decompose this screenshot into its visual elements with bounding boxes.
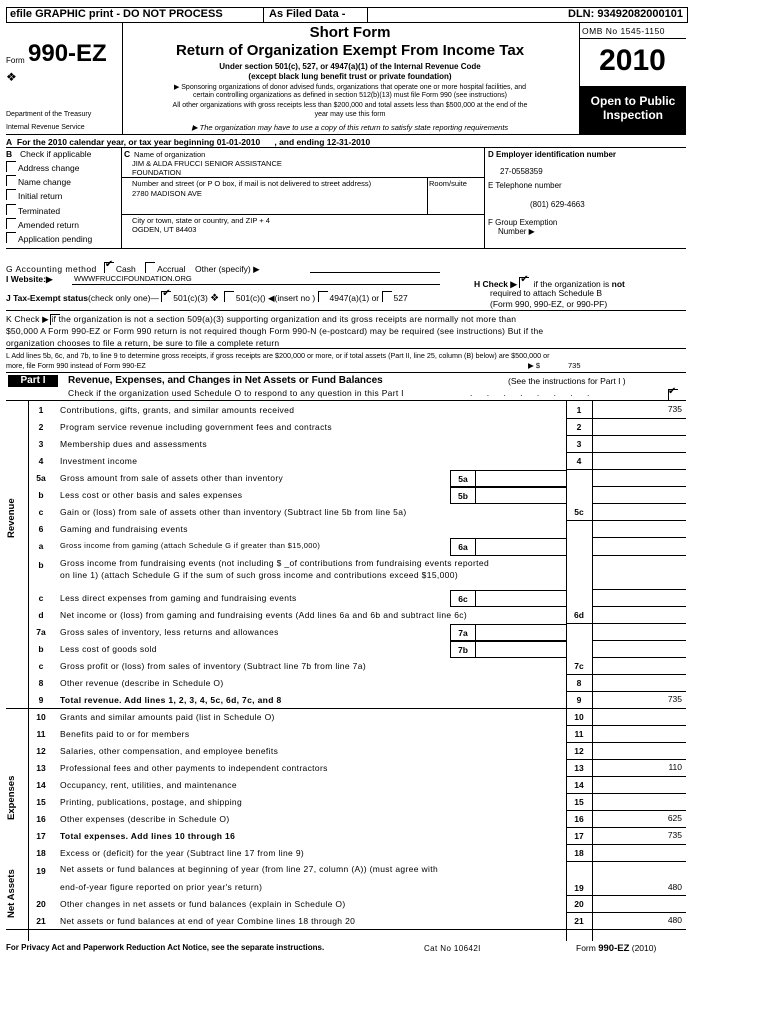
tax-year: 2010 [599, 44, 666, 77]
line-ref: 19 [574, 883, 584, 893]
checkbox-501c[interactable] [224, 291, 234, 302]
sponsoring-4: year may use this form [314, 111, 386, 118]
sub-line-label: 6a [458, 542, 468, 552]
table-row [6, 827, 686, 844]
line-description: Other revenue (describe in Schedule O) [60, 678, 224, 688]
sponsoring-3: All other organizations with gross receipts less than $200,000 and total assets less than $500,000 at the end of the [172, 102, 528, 109]
top-bar [6, 7, 688, 23]
table-row [6, 657, 686, 674]
line-number: 11 [36, 729, 46, 739]
line-number: 12 [36, 746, 46, 756]
line-ref: 14 [574, 780, 584, 790]
table-row [6, 520, 686, 537]
line-number: b [38, 644, 44, 654]
line-description: Less cost of goods sold [60, 644, 157, 654]
table-row [6, 759, 686, 776]
sub-line-box[interactable] [450, 487, 567, 504]
sponsoring-2: certain controlling organizations as defined in section 512(b)(13) must file Form 990 (see instructions) [193, 92, 507, 99]
tax-exempt-status: J Tax-Exempt status(check only one)— ✔ 501(c)(3) ❖ 501(c)() ◀(insert no ) 4947(a)(1) or 527 [6, 288, 408, 304]
table-row [6, 844, 686, 861]
line-number: 7a [36, 627, 46, 637]
city-label: City or town, state or country, and ZIP + 4 [132, 216, 270, 225]
org-name-label: Name of organization [134, 150, 206, 159]
line-ref: 4 [576, 456, 582, 466]
checkbox-address-change[interactable]: Address change [6, 161, 79, 173]
line-number: d [38, 610, 44, 620]
table-row [6, 435, 686, 452]
line-description: Less cost or other basis and sales expenses [60, 490, 243, 500]
line-number: 4 [38, 456, 44, 466]
checkbox-cash[interactable]: ✔ [104, 262, 114, 273]
sub-line-box[interactable] [450, 590, 567, 607]
accounting-method: G Accounting method ✔ Cash Accrual Other (specify) ▶ [6, 259, 260, 274]
line-number: 21 [36, 916, 46, 926]
room-suite-label: Room/suite [429, 179, 467, 188]
line-amount[interactable]: 480 [667, 915, 682, 925]
table-row [6, 776, 686, 793]
table-row [6, 606, 686, 623]
line-ref: 8 [576, 678, 582, 688]
line-ref: 13 [574, 763, 584, 773]
table-row [6, 401, 686, 418]
line-number: 20 [36, 899, 46, 909]
line-description: Other changes in net assets or fund balances (explain in Schedule O) [60, 899, 346, 909]
table-row [6, 555, 686, 589]
telephone-label: E Telephone number [488, 181, 562, 190]
line-amount[interactable]: 735 [667, 404, 682, 414]
line-ref: 18 [574, 848, 584, 858]
line-amount[interactable]: 625 [667, 813, 682, 823]
part-i-table [6, 401, 686, 941]
table-row [6, 640, 686, 657]
short-form: Short Form [309, 24, 391, 41]
line-description: Occupancy, rent, utilities, and maintenance [60, 780, 237, 790]
line-number: c [38, 593, 44, 603]
checkbox-terminated[interactable]: Terminated [6, 204, 60, 216]
form-number: 990-EZ [28, 40, 107, 67]
org-name-2: FOUNDATION [132, 168, 182, 177]
line-ref: 7c [574, 661, 584, 671]
sponsoring-5: ▶ The organization may have to use a copy of this return to satisfy state reporting requirements [191, 123, 509, 132]
line-number: 15 [36, 797, 46, 807]
line-description: Net assets or fund balances at end of year Combine lines 18 through 20 [60, 916, 356, 926]
checkbox-application-pending[interactable]: Application pending [6, 232, 92, 244]
table-row [6, 469, 686, 486]
line-number: 18 [36, 848, 46, 858]
sub-line-label: 6c [458, 594, 468, 604]
form-icon: ❖ [6, 70, 17, 84]
cat-number: Cat No 10642I [424, 944, 481, 953]
table-row [6, 452, 686, 469]
line-ref: 20 [574, 899, 584, 909]
part-i-label: Part I [8, 375, 58, 387]
line-number: 3 [38, 439, 44, 449]
dept-treasury: Department of the Treasury [6, 111, 92, 118]
line-number: 6 [38, 524, 44, 534]
line-description: Printing, publications, postage, and shipping [60, 797, 243, 807]
sub-line-label: 7b [458, 645, 468, 655]
sub-line-label: 7a [458, 628, 468, 638]
line-description: Grants and similar amounts paid (list in Schedule O) [60, 712, 275, 722]
line-description: Less direct expenses from gaming and fundraising events [60, 593, 297, 603]
line-ref: 9 [576, 695, 582, 705]
section-def [486, 148, 686, 248]
section-h-line3: (Form 990, 990-EZ, or 990-PF) [490, 299, 608, 309]
table-row [6, 895, 686, 912]
line-description: Net income or (loss) from gaming and fundraising events (Add lines 6a and 6b and subtract line 6c) [60, 610, 468, 620]
part-i-see: (See the instructions for Part I ) [508, 376, 626, 386]
website-label: I Website:▶ [6, 274, 53, 284]
line-description: Gross amount from sale of assets other than inventory [60, 473, 284, 483]
line-number: 14 [36, 780, 46, 790]
section-l-2: more, file Form 990 instead of Form 990-EZ [6, 361, 146, 370]
line-number: 13 [36, 763, 46, 773]
check-if-applicable: Check if applicable [20, 149, 92, 159]
line-number: c [38, 507, 44, 517]
open-to-public: Open to Public [590, 94, 676, 108]
line-description: Membership dues and assessments [60, 439, 207, 449]
efile-label: efile GRAPHIC print - DO NOT PROCESS [10, 8, 223, 20]
line-description: Program service revenue including government fees and contracts [60, 422, 332, 432]
line-description: Total expenses. Add lines 10 through 16 [60, 831, 236, 841]
omb-number: OMB No 1545-1150 [582, 26, 665, 36]
line-number: a [38, 541, 44, 551]
line-ref: 2 [576, 422, 582, 432]
line-number: 9 [38, 695, 44, 705]
revenue-label: Revenue [6, 498, 17, 538]
net-assets-label: Net Assets [6, 869, 17, 918]
line-description: Excess or (deficit) for the year (Subtract line 17 from line 9) [60, 848, 305, 858]
line-description-cont: end-of-year figure reported on prior year's return) [60, 882, 263, 892]
line-number: 5a [36, 473, 46, 483]
group-exemption-label: F Group Exemption [488, 218, 558, 227]
table-row [6, 793, 686, 810]
table-row [6, 912, 686, 929]
line-amount[interactable]: 110 [668, 762, 682, 772]
ein-value: 27-0558359 [500, 167, 543, 176]
telephone-value: (801) 629-4663 [530, 200, 585, 209]
checkbox-initial-return[interactable]: Initial return [6, 189, 62, 201]
sponsoring-1: ▶ Sponsoring organizations of donor advised funds, organizations that operate one or more hospital facilities, and [173, 84, 527, 91]
checkbox-4947[interactable] [318, 291, 328, 302]
line-description: Gross income from gaming (attach Schedule G if greater than $15,000) [60, 541, 321, 550]
line-amount[interactable]: 735 [667, 830, 682, 840]
checkbox-k[interactable] [50, 314, 60, 325]
org-name-1: JIM & ALDA FRUCCI SENIOR ASSISTANCE [132, 159, 282, 168]
table-row [6, 708, 686, 725]
line-ref: 10 [574, 712, 584, 722]
dln-label: DLN: 93492082000101 [568, 8, 683, 20]
website-value[interactable]: WWWFRUCCIFOUNDATION.ORG [74, 274, 192, 283]
line-number: 16 [36, 814, 46, 824]
checkbox-schedule-b[interactable]: ✔ [519, 277, 529, 288]
line-number: 10 [36, 712, 46, 722]
section-h: H Check ▶ ✔ if the organization is not [474, 274, 625, 289]
part-i-check-text: Check if the organization used Schedule O to respond to any question in this Part I [68, 388, 404, 398]
section-l-arrow: ▶ $ [528, 361, 541, 370]
line-description: Net assets or fund balances at beginning of year (from line 27, column (A)) (must agree with [60, 864, 439, 874]
line-ref: 12 [574, 746, 584, 756]
sub-line-box[interactable] [450, 538, 567, 556]
table-row [6, 691, 686, 708]
checkbox-accrual[interactable] [145, 262, 155, 273]
line-description: Gross profit or (loss) from sales of inventory (Subtract line 7b from line 7a) [60, 661, 367, 671]
table-row [6, 742, 686, 759]
group-exemption-number: Number ▶ [498, 227, 535, 236]
line-number: 8 [38, 678, 44, 688]
section-c: C Name of organization JIM & ALDA FRUCCI SENIOR ASSISTANCE FOUNDATION Number and street (or P O box, if mail is not delivered to street address) Room/suite 2780 MADISON AVE City or town, state or country, and ZIP + 4 OGDEN, UT 84403 [121, 148, 485, 248]
sub-line-box[interactable] [450, 641, 567, 658]
line-ref: 17 [574, 831, 584, 841]
form-title: Return of Organization Exempt From Income Tax [175, 42, 525, 59]
sub-line-label: 5a [458, 474, 468, 484]
table-row [6, 537, 686, 555]
line-number: 19 [36, 866, 46, 876]
form-label: Form [6, 56, 25, 65]
footer-form: Form 990-EZ (2010) [576, 943, 657, 954]
line-ref: 21 [574, 916, 584, 926]
line-number: b [38, 490, 44, 500]
line-description: Professional fees and other payments to independent contractors [60, 763, 328, 773]
line-description: Gross income from fundraising events (not including $ _of contributions from fundraising events reported [60, 558, 490, 568]
section-l-value: 735 [568, 361, 581, 370]
line-description: Gross sales of inventory, less returns and allowances [60, 627, 279, 637]
sub-line-box[interactable] [450, 624, 567, 641]
table-row [6, 589, 686, 606]
irs-label: Internal Revenue Service [6, 124, 85, 131]
table-row [6, 623, 686, 640]
except-line: (except black lung benefit trust or private foundation) [248, 72, 452, 81]
sub-line-label: 5b [458, 491, 468, 501]
checkbox-name-change[interactable]: Name change [6, 175, 71, 187]
inspection: Inspection [602, 108, 663, 122]
as-filed-label: As Filed Data - [269, 8, 346, 20]
sub-line-box[interactable] [450, 470, 567, 487]
line-number: 17 [36, 831, 46, 841]
line-description: Contributions, gifts, grants, and similar amounts received [60, 405, 295, 415]
line-a: A For the 2010 calendar year, or tax year beginning 01-01-2010 , and ending 12-31-2010 [6, 137, 371, 147]
under-section: Under section 501(c), 527, or 4947(a)(1) of the Internal Revenue Code [219, 62, 481, 71]
line-ref: 11 [574, 729, 584, 739]
street-label: Number and street (or P O box, if mail is not delivered to street address) [132, 179, 372, 188]
street-address: 2780 MADISON AVE [132, 189, 202, 198]
line-ref: 5c [574, 507, 584, 517]
line-number: c [38, 661, 44, 671]
line-number: 2 [38, 422, 44, 432]
table-row [6, 810, 686, 827]
table-row [6, 418, 686, 435]
table-row [6, 861, 686, 895]
line-description: Salaries, other compensation, and employee benefits [60, 746, 279, 756]
line-number: b [38, 560, 44, 570]
table-row [6, 674, 686, 691]
checkbox-amended-return[interactable]: Amended return [6, 218, 79, 230]
line-ref: 6d [574, 610, 584, 620]
line-number: 1 [38, 405, 44, 415]
form-header [6, 22, 686, 134]
ein-label: D Employer identification number [488, 150, 617, 159]
line-description: Investment income [60, 456, 138, 466]
part-i-title: Revenue, Expenses, and Changes in Net Assets or Fund Balances [68, 375, 383, 386]
line-description: Benefits paid to or for members [60, 729, 190, 739]
expenses-label: Expenses [6, 775, 17, 820]
line-ref: 3 [576, 439, 582, 449]
checkbox-527[interactable] [382, 291, 392, 302]
open-inspection-box [580, 86, 686, 134]
table-row [6, 503, 686, 520]
line-ref: 16 [574, 814, 584, 824]
line-description: Other expenses (describe in Schedule O) [60, 814, 230, 824]
section-h-line2: required to attach Schedule B [490, 288, 602, 298]
line-amount[interactable]: 480 [667, 882, 682, 892]
table-row [6, 725, 686, 742]
line-ref: 1 [576, 405, 582, 415]
line-description: Gaming and fundraising events [60, 524, 188, 534]
privacy-notice: For Privacy Act and Paperwork Reduction Act Notice, see the separate instructions. [6, 943, 325, 952]
checkbox-501c3[interactable]: ✔ [161, 291, 171, 302]
table-row [6, 486, 686, 503]
line-ref: 15 [574, 797, 584, 807]
section-l-1: L Add lines 5b, 6c, and 7b, to line 9 to determine gross receipts, if gross receipts are $200,000 or more, or if total assets (Part II, line 25, column (B) below) are $500,000 or [6, 351, 550, 360]
city-value: OGDEN, UT 84403 [132, 225, 197, 234]
line-amount[interactable]: 735 [667, 694, 682, 704]
line-description-cont: on line 1) (attach Schedule G if the sum of such gross income and contributions exceed $15,000) [60, 570, 459, 580]
line-description: Total revenue. Add lines 1, 2, 3, 4, 5c, 6d, 7c, and 8 [60, 695, 282, 705]
section-b: B Check if applicable Address change Name change Initial return Terminated Amended return Application pending [6, 149, 93, 244]
line-description: Gain or (loss) from sale of assets other than inventory (Subtract line 5b from line 5a) [60, 507, 407, 517]
